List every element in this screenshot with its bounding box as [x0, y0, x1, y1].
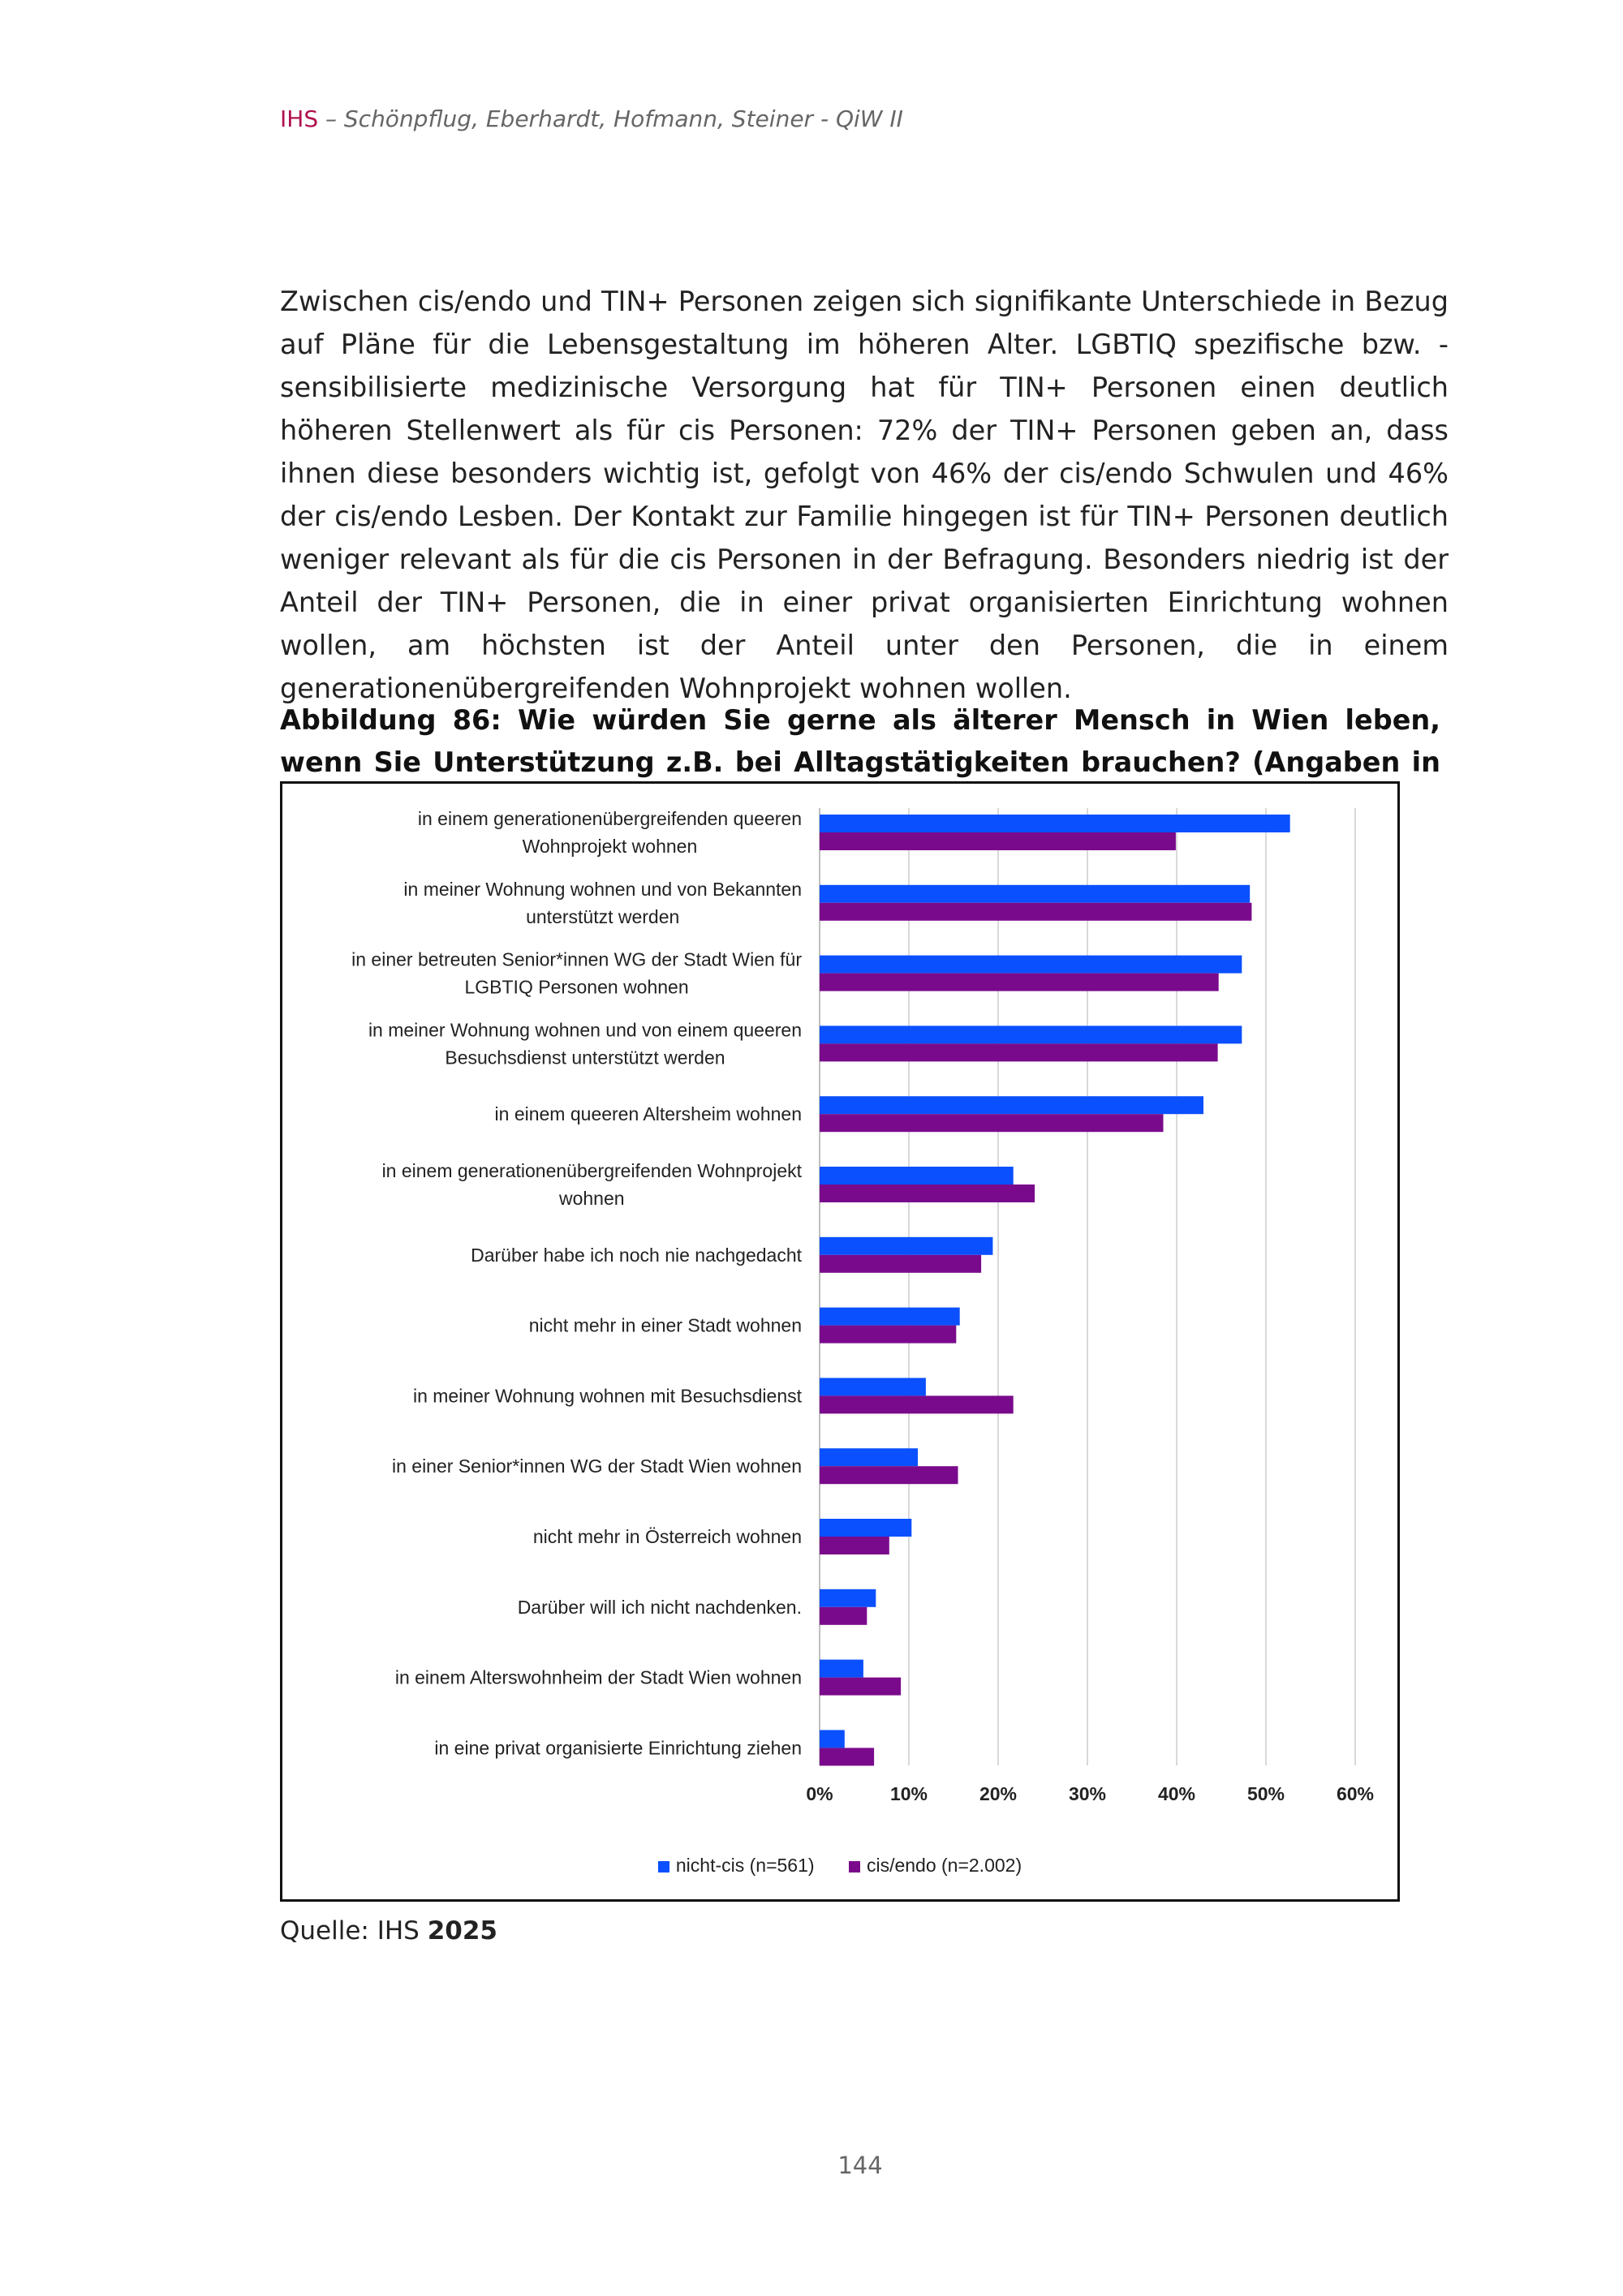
source-label: Quelle: IHS: [280, 1916, 428, 1946]
category-label: in meiner Wohnung wohnen mit Besuchsdienst: [412, 1385, 802, 1407]
category-label: Wohnprojekt wohnen: [522, 836, 698, 857]
bar-nicht-cis: [820, 1025, 1242, 1043]
x-tick-label: 30%: [1068, 1783, 1107, 1804]
body-paragraph: Zwischen cis/endo und TIN+ Personen zeigen sich signifikante Unterschiede in Bezug auf Pläne für die Lebensgestaltung im höheren Alter. LGBTIQ spezifische bzw. -sensibilisierte medizinische Versorgung hat für TIN+ Personen einen deutlich höheren Stellenwert als für cis Personen: 72% der TIN+ Personen geben an, dass ihnen diese besonders wichtig ist, gefolgt von 46% der cis/endo Schwulen und 46% der cis/endo Lesben. Der Kontakt zur Familie hingegen ist für TIN+ Personen deutlich weniger relevant als für die cis Personen in der Befragung. Besonders niedrig ist der Anteil der TIN+ Personen, die in einer privat organisierten Einrichtung wohnen wollen, am höchsten ist der Anteil unter den Personen, die in einem generationenübergreifenden Wohnprojekt wohnen wollen.: [280, 286, 1449, 704]
bar-cis-endo: [820, 1326, 956, 1344]
x-tick-label: 40%: [1157, 1783, 1196, 1804]
category-label: nicht mehr in einer Stadt wohnen: [528, 1314, 802, 1336]
legend-label-nicht-cis: nicht-cis (n=561): [675, 1855, 815, 1876]
header-org: IHS: [280, 105, 319, 132]
category-label: wohnen: [558, 1188, 625, 1209]
figure-frame: [280, 781, 1400, 1902]
bar-cis-endo: [820, 1255, 981, 1273]
bar-nicht-cis: [820, 1660, 863, 1678]
x-tick-label: 60%: [1336, 1783, 1375, 1804]
category-label: in einem generationenübergreifenden Wohnprojekt: [381, 1160, 802, 1181]
bar-cis-endo: [820, 974, 1219, 991]
bar-nicht-cis: [820, 1096, 1203, 1114]
category-label: in eine privat organisierte Einrichtung ziehen: [434, 1737, 802, 1759]
bar-cis-endo: [820, 1678, 901, 1696]
bar-nicht-cis: [820, 885, 1250, 903]
category-label: nicht mehr in Österreich wohnen: [532, 1526, 802, 1547]
legend-item-nicht-cis: [658, 1855, 815, 1877]
bar-nicht-cis: [820, 815, 1290, 832]
category-label: in einem queeren Altersheim wohnen: [494, 1103, 802, 1125]
running-header: [280, 105, 903, 132]
bar-nicht-cis: [820, 1519, 911, 1537]
legend-item-cis-endo: [849, 1855, 1022, 1877]
bar-nicht-cis: [820, 956, 1242, 974]
bar-cis-endo: [820, 1466, 958, 1484]
x-tick-label: 10%: [889, 1783, 928, 1804]
legend-swatch-nicht-cis: [658, 1861, 669, 1872]
figure-source: [280, 1916, 497, 1946]
category-label: unterstützt werden: [526, 905, 680, 927]
chart-legend: [282, 1855, 1397, 1877]
page-number: 144: [837, 2152, 883, 2179]
category-label: Besuchsdienst unterstützt werden: [445, 1047, 725, 1068]
category-label: in einem Alterswohnheim der Stadt Wien wohnen: [394, 1666, 802, 1688]
header-authors: – Schönpflug, Eberhardt, Hofmann, Steiner - QiW II: [318, 105, 903, 132]
x-tick-label: 50%: [1246, 1783, 1285, 1804]
bar-nicht-cis: [820, 1308, 960, 1326]
bar-chart: [282, 784, 1397, 1899]
x-tick-label: 0%: [806, 1783, 833, 1804]
bar-cis-endo: [820, 1607, 867, 1625]
bar-cis-endo: [820, 1537, 889, 1554]
bar-nicht-cis: [820, 1237, 992, 1255]
category-label: LGBTIQ Personen wohnen: [464, 976, 689, 998]
bar-nicht-cis: [820, 1589, 876, 1607]
bar-cis-endo: [820, 1395, 1014, 1413]
bar-nicht-cis: [820, 1167, 1014, 1185]
bar-cis-endo: [820, 1114, 1164, 1132]
category-label: in einer betreuten Senior*innen WG der Stadt Wien für: [351, 948, 802, 970]
bar-cis-endo: [820, 903, 1251, 921]
category-label: Darüber will ich nicht nachdenken.: [517, 1596, 802, 1618]
bar-nicht-cis: [820, 1730, 845, 1748]
legend-swatch-cis-endo: [849, 1861, 860, 1872]
category-label: in meiner Wohnung wohnen und von Bekannten: [403, 878, 802, 900]
legend-label-cis-endo: cis/endo (n=2.002): [866, 1855, 1022, 1876]
category-label: Darüber habe ich noch nie nachgedacht: [471, 1244, 802, 1266]
x-tick-label: 20%: [979, 1783, 1018, 1804]
bar-nicht-cis: [820, 1378, 926, 1395]
source-year: 2025: [427, 1916, 497, 1946]
category-label: in einem generationenübergreifenden queeren: [417, 808, 802, 829]
category-label: in einer Senior*innen WG der Stadt Wien wohnen: [391, 1455, 802, 1477]
bar-cis-endo: [820, 1748, 874, 1765]
bar-cis-endo: [820, 1185, 1035, 1202]
bar-cis-endo: [820, 1043, 1218, 1061]
bar-nicht-cis: [820, 1448, 918, 1466]
category-label: in meiner Wohnung wohnen und von einem queeren: [368, 1019, 802, 1041]
bar-cis-endo: [820, 832, 1176, 850]
figure-caption: Abbildung 86: Wie würden Sie gerne als älterer Mensch in Wien leben, wenn Sie Unterstützung z.B. bei Alltagstätigkeiten brauchen? (Angaben in: [280, 704, 1440, 778]
